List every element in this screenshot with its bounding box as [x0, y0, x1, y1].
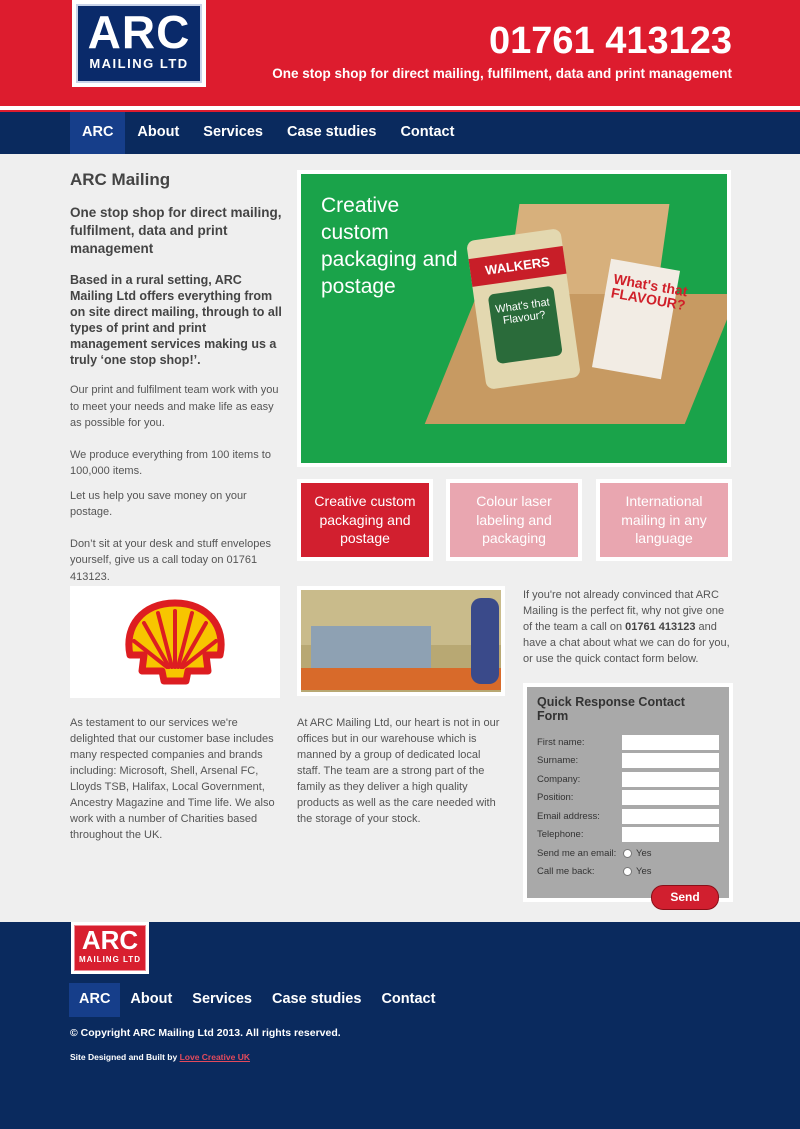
warehouse-photo — [297, 586, 505, 696]
quick-contact-form: Quick Response Contact Form First name: Surname: Company: Position: Email address: Telephone: Send me an email: Yes Call me back: Yes Send — [523, 683, 733, 902]
call-back-radio[interactable] — [623, 867, 632, 876]
feature-international[interactable]: International mailing in any language — [596, 479, 732, 561]
hero-heading: Creative custom packaging and postage — [321, 194, 458, 298]
footer-nav-case-studies[interactable]: Case studies — [271, 991, 362, 1007]
feature-laser-labeling[interactable]: Colour laser labeling and packaging — [446, 479, 582, 561]
intro-lead: Based in a rural setting, ARC Mailing Ltd offers everything from on site direct mailing, through to all types of print and print management services making us a truly ‘one stop shop!’. — [70, 273, 282, 367]
nav-item-about[interactable]: About — [137, 124, 180, 140]
clients-text: As testament to our services we're delighted that our customer base includes many respected companies and brands including: Microsoft, Shell, Arsenal FC, Lloyds TSB, Halifax, Local Government, Ancestry Magazine and Time life. We also work with a number of Charities based throughout the UK. — [70, 717, 275, 841]
telephone-label: Telephone: — [537, 829, 584, 841]
position-input[interactable] — [622, 790, 719, 805]
intro-paragraph: Let us help you save money on your postage. — [70, 489, 247, 518]
intro-paragraph: We produce everything from 100 items to 100,000 items. — [70, 448, 271, 477]
logo-sub-text: MAILING LTD — [89, 56, 189, 71]
copyright-text: © Copyright ARC Mailing Ltd 2013. All rights reserved. — [70, 1027, 341, 1039]
header-divider — [0, 106, 800, 110]
client-logo-shell — [70, 586, 280, 698]
email-label: Email address: — [537, 810, 600, 822]
hero-banner[interactable] — [297, 170, 731, 467]
company-label: Company: — [537, 773, 581, 785]
site-header — [0, 0, 800, 112]
call-back-label: Call me back: — [537, 866, 595, 878]
intro-paragraph: Don’t sit at your desk and stuff envelopes yourself, give us a call today on 01761 413123. — [70, 537, 271, 583]
intro-subtitle: One stop shop for direct mailing, fulfilment, data and print management — [70, 205, 282, 256]
nav-item-contact[interactable]: Contact — [400, 124, 455, 140]
position-label: Position: — [537, 792, 574, 804]
footer-nav-arc[interactable]: ARC — [69, 983, 120, 1017]
email-input[interactable] — [622, 809, 719, 824]
telephone-input[interactable] — [622, 827, 719, 842]
warehouse-text: At ARC Mailing Ltd, our heart is not in our offices but in our warehouse which is manned by a group of dedicated local staff. The team are a strong part of the family as they deliver a high quality products as well as the care needed with the storage of your stock. — [297, 717, 500, 825]
surname-input[interactable] — [622, 753, 719, 768]
footer-nav-about[interactable]: About — [130, 991, 173, 1007]
logo-main-text: ARC — [87, 6, 191, 58]
credit-link[interactable]: Love Creative UK — [179, 1052, 250, 1062]
footer-nav-services[interactable]: Services — [192, 991, 252, 1007]
header-phone[interactable]: 01761 413123 — [488, 20, 732, 62]
first-name-label: First name: — [537, 736, 585, 748]
feature-packaging[interactable]: Creative custom packaging and postage — [297, 479, 433, 561]
shell-logo-icon — [120, 597, 230, 687]
site-credit: Site Designed and Built by Love Creative UK — [70, 1052, 250, 1062]
send-email-radio[interactable] — [623, 849, 632, 858]
nav-item-services[interactable]: Services — [203, 124, 263, 140]
page-title: ARC Mailing — [70, 170, 171, 189]
footer-nav-contact[interactable]: Contact — [381, 991, 436, 1007]
site-logo[interactable] — [72, 0, 206, 87]
contact-phone[interactable]: 01761 413123 — [625, 621, 696, 633]
intro-column — [70, 170, 282, 600]
flavour-card-graphic: What's that FLAVOUR? — [592, 259, 680, 379]
bag-brand: WALKERS — [469, 246, 567, 287]
nav-item-arc[interactable]: ARC — [70, 112, 125, 154]
bag-flavour: What's that Flavour? — [488, 286, 563, 365]
send-button[interactable]: Send — [651, 885, 719, 910]
form-title: Quick Response Contact Form — [537, 695, 685, 723]
send-email-label: Send me an email: — [537, 847, 617, 859]
site-footer — [0, 922, 800, 1129]
nav-item-case-studies[interactable]: Case studies — [286, 124, 377, 140]
header-tagline: One stop shop for direct mailing, fulfilment, data and print management — [272, 66, 732, 81]
contact-intro: If you're not already convinced that ARC Mailing is the perfect fit, why not give one of the team a call on 01761 413123 and have a chat about what we can do for you, or use the quick contact form below. — [523, 589, 730, 665]
main-nav — [0, 112, 800, 154]
surname-label: Surname: — [537, 755, 579, 767]
footer-nav — [69, 983, 445, 1017]
company-input[interactable] — [622, 772, 719, 787]
first-name-input[interactable] — [622, 735, 719, 750]
footer-logo[interactable]: ARC MAILING LTD — [71, 922, 149, 974]
intro-paragraph: Our print and fulfilment team work with you to meet your needs and make life as easy as possible for you. — [70, 384, 279, 429]
